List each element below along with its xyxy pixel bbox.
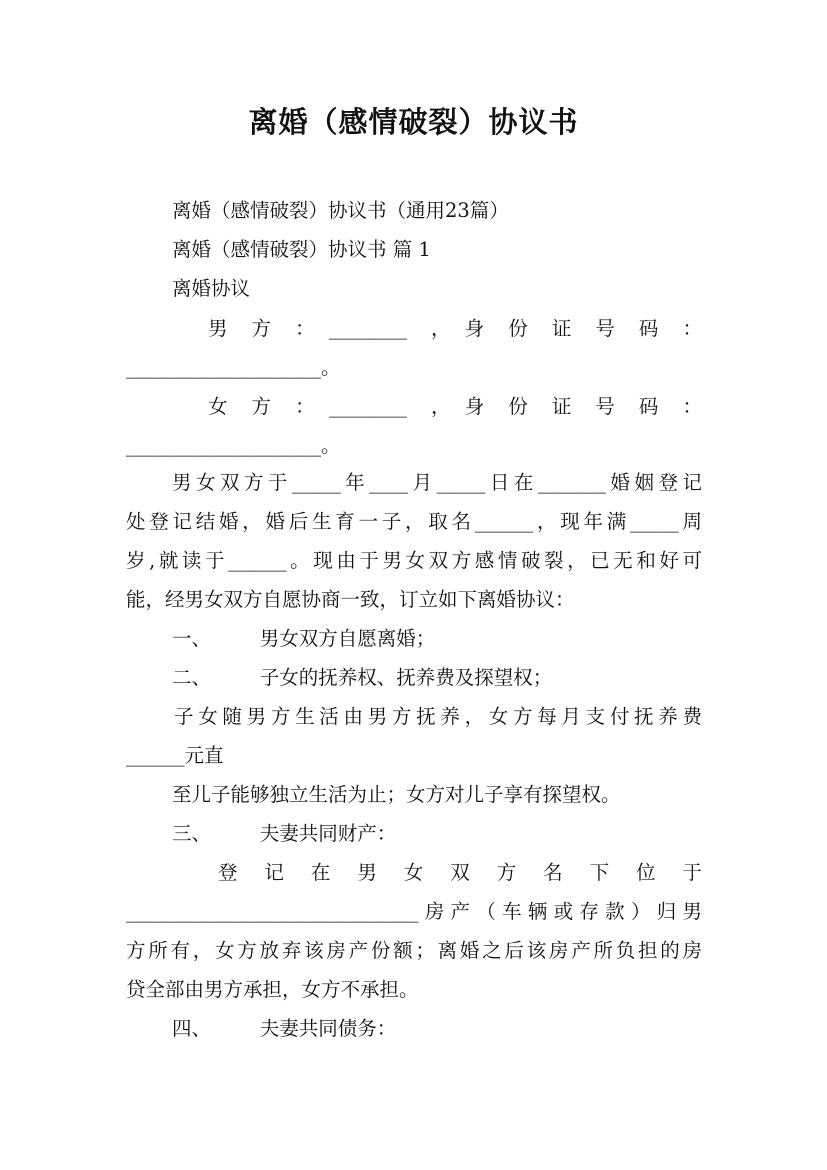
paragraph-line: 至儿子能够独立生活为止；女方对儿子享有探望权。 bbox=[172, 783, 621, 806]
paragraph-line: 贷全部由男方承担，女方不承担。 bbox=[126, 978, 419, 1001]
paragraph-line: 岁,就读于______。现由于男女双方感情破裂，已无和好可 bbox=[126, 549, 702, 572]
husband-line: 男 方 ： ________ ， 身 份 证 号 码 ： bbox=[208, 317, 702, 340]
agreement-title: 离婚协议 bbox=[172, 277, 251, 300]
wife-id-blank: ____________________。 bbox=[126, 434, 341, 457]
paragraph-line: ______元直 bbox=[126, 744, 224, 767]
husband-id-blank: ____________________。 bbox=[126, 356, 341, 379]
document-subtitle: 离婚（感情破裂）协议书（通用23篇） bbox=[172, 199, 509, 222]
clause-heading: 二、 子女的抚养权、抚养费及探望权； bbox=[172, 666, 553, 689]
clause-heading: 三、 夫妻共同财产： bbox=[172, 822, 397, 845]
paragraph-line: 能，经男女双方自愿协商一致，订立如下离婚协议： bbox=[126, 588, 575, 611]
wife-line: 女 方 ： ________ ， 身 份 证 号 码 ： bbox=[208, 395, 702, 418]
article-heading: 离婚（感情破裂）协议书 篇 1 bbox=[172, 238, 431, 261]
clause-heading: 四、 夫妻共同债务： bbox=[172, 1017, 397, 1040]
clause-heading: 一、 男女双方自愿离婚； bbox=[172, 627, 436, 650]
document-title: 离婚（感情破裂）协议书 bbox=[248, 105, 579, 139]
paragraph-line: 方所有，女方放弃该房产份额；离婚之后该房产所负担的房 bbox=[126, 939, 702, 962]
paragraph-line: 男女双方于_____年____月_____日在_______婚姻登记 bbox=[172, 471, 702, 494]
paragraph-line: 处登记结婚，婚后生育一子，取名______，现年满_____周 bbox=[126, 510, 702, 533]
paragraph-line: ______________________________房产（车辆或存款）归男 bbox=[126, 900, 702, 923]
paragraph-line: 子女随男方生活由男方抚养，女方每月支付抚养费 bbox=[174, 705, 702, 728]
paragraph-line: 登 记 在 男 女 双 方 名 下 位 于 bbox=[218, 861, 702, 884]
